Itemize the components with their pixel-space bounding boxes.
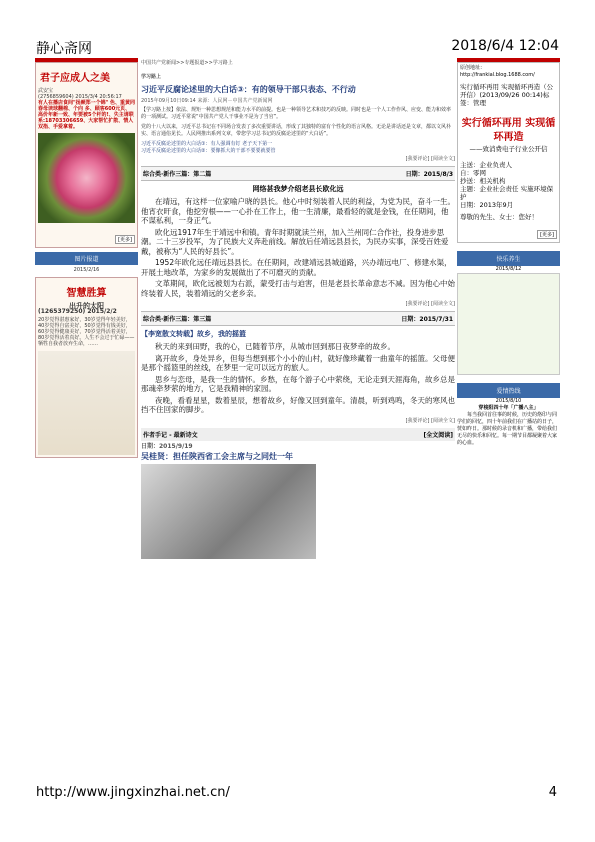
print-datetime: 2018/6/4 12:04 [451, 38, 559, 54]
article-3-title[interactable]: 吴桂贤：担任陕西省工会主席与之同灶一年 [141, 451, 293, 461]
letter-subtitle: ——致消费电子行业公开信 [469, 145, 548, 153]
repost-title[interactable]: 实行循环再用 实现循环再造（公开信）(2013/09/26 00:14)标签：管理 [460, 83, 554, 107]
article-byline: 2015年09月10日09:14 来源：人民网－中国共产党新闻网 [141, 98, 273, 104]
left-box-2 [35, 277, 138, 458]
left-author: 武安宝 [38, 88, 54, 94]
feedback-links-2[interactable]: [我要评论] [阅读全文] [405, 301, 455, 307]
article-bar-2 [141, 311, 455, 326]
left-sub-contact: (1265379250) 2015/2/2 [38, 308, 117, 315]
footer-url[interactable]: http://www.jingxinzhai.net.cn/ [36, 785, 230, 800]
bar-2-date: 日期：2015/7/31 [401, 316, 453, 323]
article-1-p4: 文革期间，欧化远被划为右派，蒙受打击与迫害，但是老县长革命意志不减。因为他心中始终装着人民，装着靖远的父老乡亲。 [141, 279, 455, 298]
article-2-p3: 思乡与恋母，是我一生的情怀。乡愁，在每个游子心中萦绕，无论走到天涯海角，故乡总是那魂牵梦萦的地方，它是我精神的家园。 [141, 374, 455, 393]
left-column [35, 58, 138, 458]
left-promo: 有人在播店食间"扬颜郑一个锦" 色、重黄同春母读球翻棉、个向 多、顾客600元页、高价年新一致、年要被5个杆的!、失主请联系:18703306659、大家帮忙扩散、情人双指、手爱拿着。 [38, 100, 135, 130]
site-name: 静心斋网 [36, 41, 92, 57]
letter-title: 实行循环再用 实现循环再造 [461, 118, 556, 143]
health-box [457, 273, 560, 375]
article-2-title[interactable]: 【李宽散文转载】故乡，我的摇篮 [141, 330, 246, 338]
feedback-links[interactable]: [我要评论] [阅读全文] [405, 156, 455, 162]
love-text: 每当我回首往事的时候，历史的烙印与同学们的回忆，四十年前我们在广播站的日子，恍如昨日。那时候的录音机和广播，带给我们无尽的快乐和回忆。每一期节目都凝聚着大家的心血。 [457, 412, 558, 446]
letter-subject: 主题：企业社会责任 实施环境保护 [460, 185, 554, 201]
letter-date: 日期：2013年9月 [460, 201, 514, 209]
article-1-p2: 欧化远1917年生于靖远中和镇。青年时期就读兰州，加入兰州同仁合作社，投身进步思潮。二十三岁投军，为了民族大义奔赴前线。解放后任靖远县县长，为民办实事，深受百姓爱戴，被称为“人民的好县长”。 [141, 227, 449, 256]
left-poem: 20岁觉得湛惠家好，30岁觉得年轻美好，40岁觉得自富美好，50岁觉得有钱美好，60岁觉得健康美好，70岁觉得活着美好，80岁觉得活着真好。人生不会过于忙碌——牺牲自我者放弃生命，…… [38, 317, 135, 347]
bar-1-date: 日期：2015/8/3 [405, 171, 453, 178]
author-bar-label: 作者手记 - 最新诗文 [143, 431, 198, 439]
left-subtitle: 智慧胜算 [66, 288, 107, 299]
feedback-links-3[interactable]: [我要评论] [阅读全文] [405, 417, 455, 424]
letter-cc: 抄送：相关机构 [460, 177, 506, 185]
right-box [457, 62, 560, 243]
letter-greeting: 尊敬的先生、女士：您好！ [460, 213, 538, 221]
article-1-p3: 1952年欧化远任靖远县县长。在任期间，改建靖远县城道路，兴办靖远电厂、修建水渠，开展土地改革，为家乡的发展做出了不可磨灭的贡献。 [141, 258, 452, 277]
right-column [457, 58, 560, 447]
tab-health[interactable]: 快乐养生 [457, 251, 560, 266]
bar-1-label: 综合类·新作三篇：第二篇 [143, 171, 212, 178]
peony-image [38, 133, 135, 223]
love-date: 2015/8/10 [495, 398, 522, 404]
tab-love-hotline[interactable]: 爱情热线 [457, 383, 560, 398]
breadcrumb[interactable]: 中国共产党新闻>>专题报道>>学习路上 [141, 60, 233, 66]
article-bar-1 [141, 166, 455, 181]
letter-from: 自：零网 [460, 169, 486, 177]
more-button[interactable]: [更多] [115, 235, 135, 244]
article-1-title[interactable]: 网络甚我梦介绍老县长欧化远 [252, 185, 344, 193]
letter-to: 主送：企业负责人 [460, 161, 512, 169]
center-column [141, 58, 455, 561]
left-section-title: 君子应成人之美 [40, 73, 110, 84]
related-link-1[interactable]: 习近平反腐论述里的大白话①：有人强调有钉 老子天下第一 [141, 141, 273, 147]
author-notes-bar [141, 428, 455, 441]
ink-painting [38, 351, 135, 455]
more-button-right[interactable]: [更多] [537, 230, 557, 239]
article-1-p1: 在靖远，有这样一位家喻户晓的县长。他心中时刻装着人民的利益，为党为民，奋斗一生。他宵衣旰食，他挖穷根——一心扑在工作上，他一生清廉，最看轻的就是金钱，在任期间，他不谋私利，一身正气。 [141, 197, 455, 225]
health-date: 2015/8/12 [495, 266, 522, 272]
left-subline: 出升的太阳 [69, 302, 104, 310]
read-all-link[interactable]: [全文阅读] [423, 431, 453, 439]
article-2-p2: 离开故乡，身处异乡，但每当想到那个小小的山村，就好像珍藏着一曲童年的摇篮。父母便是那个摇篮里的丝线，在梦里一定可以远方的旅人。 [141, 353, 455, 372]
related-link-2[interactable]: 习近平反腐论述里的大白话②：要像抓大的干部不要要就要管 [141, 148, 276, 154]
article-para: 党的十八大以来，习近平总书记在不同场合发表了多次重要讲话，形成了其独特的富有个性化的语言风格。无论是讲话还是文章，都以文风朴实、语言通俗见长。人民网推出系列文章，带您学习总书记的反腐论述里的“大白话”。 [141, 124, 452, 137]
article-3-date: 日期：2015/9/19 [141, 442, 193, 450]
article-intro: 【学习路上按】依法、规矩一种思想规范和能力水平的前提。也是一种领导艺术和技巧的反映。同时也是一个人工作作风、应变、能力和效率的一项测试。习近平常说“中国共产党人干事业不是为了当官”。 [141, 107, 452, 120]
love-title[interactable]: 穿梭阳四十年「广播八主」 [478, 405, 539, 411]
left-box [35, 62, 138, 248]
original-url[interactable]: 原创地址：http://frankial.blog.1688.com/ [460, 65, 535, 78]
article-title[interactable]: 习近平反腐论述里的大白话③：有的领导干部只表态、不行动 [141, 85, 356, 94]
article-2-p4: 夜晚，看看星星，数着星辰，想着故乡，好像又回到童年。清晨，听到鸡鸣，冬天的寒风也挡不住回家的脚步。 [141, 395, 455, 414]
tab-photo-report[interactable]: 图片报道 [35, 252, 138, 265]
left-date: 2015/2/16 [73, 267, 100, 273]
left-contact: (2756859604) 2015/3/4 20:56:17 [38, 94, 122, 100]
article-3-photo [141, 464, 316, 559]
bar-2-label: 综合类·新作三篇：第三篇 [143, 316, 212, 323]
article-2-p1: 秋天的来到田野，我的心，已随着节序，从城市回到那日夜梦牵的故乡。 [155, 342, 395, 351]
section-label: 学习路上 [141, 74, 162, 80]
page-number: 4 [548, 785, 557, 800]
